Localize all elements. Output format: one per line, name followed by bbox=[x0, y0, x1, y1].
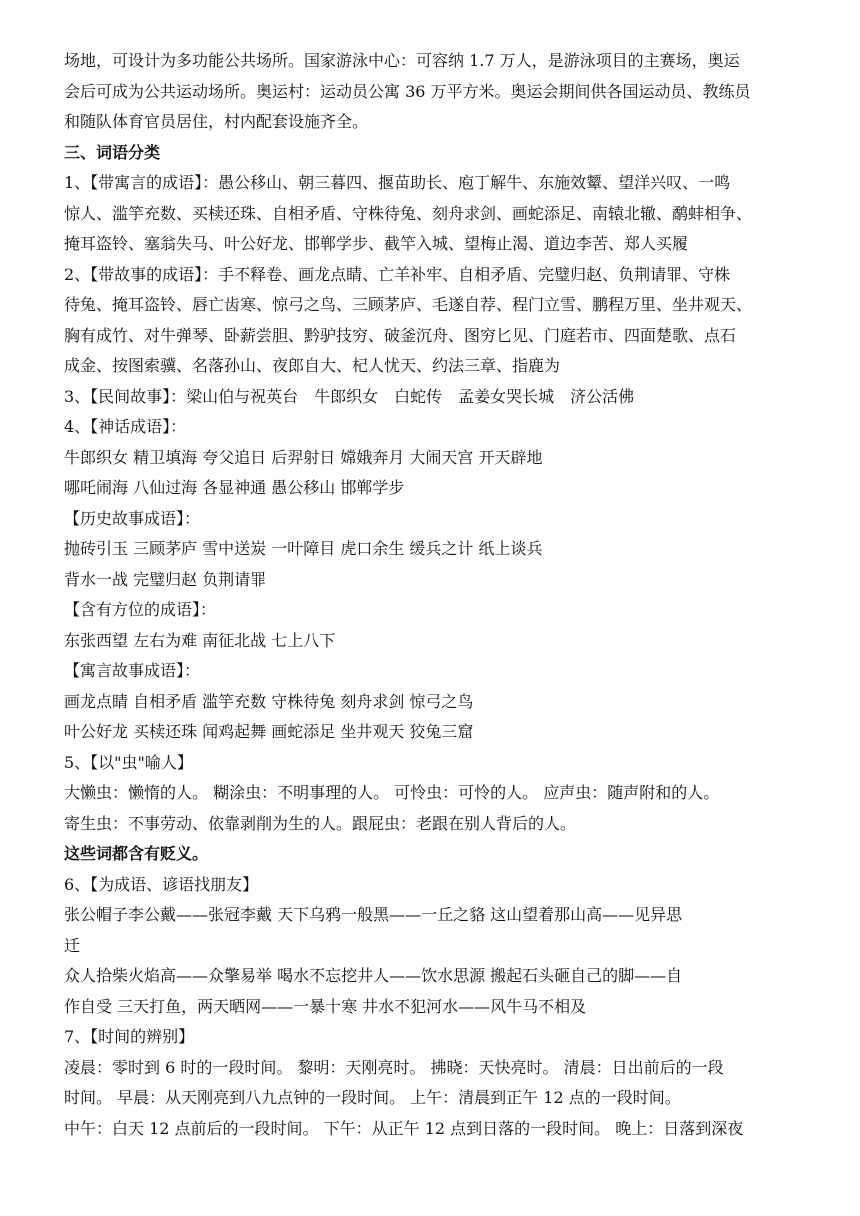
text-line: 会后可成为公共运动场所。奥运村：运动员公寓 36 万平方米。奥运会期间供各国运动员、教练员 bbox=[64, 81, 751, 101]
text-line: 惊人、滥竽充数、买椟还珠、自相矛盾、守株待兔、刻舟求剑、画蛇添足、南辕北辙、鹬蚌相争、 bbox=[64, 203, 753, 223]
text-line: 2、【带故事的成语】：手不释卷、画龙点睛、亡羊补牢、自相矛盾、完璧归赵、负荆请罪、守株 bbox=[64, 264, 731, 284]
text-line: 6、【为成语、谚语找朋友】 bbox=[64, 874, 259, 894]
text-line: 场地，可设计为多功能公共场所。国家游泳中心：可容纳 1.7 万人，是游泳项目的主赛场，奥运 bbox=[64, 51, 740, 70]
text-line: 凌晨：零时到 6 时的一段时间。 黎明：天刚亮时。 拂晓：天快亮时。 清晨：日出前后的一段 bbox=[64, 1057, 724, 1077]
text-line: 胸有成竹、对牛弹琴、卧薪尝胆、黔驴技穷、破釜沉舟、图穷匕见、门庭若市、四面楚歌、点石 bbox=[64, 325, 737, 345]
text-line: 作自受 三天打鱼，两天晒网——一暴十寒 井水不犯河水——风牛马不相及 bbox=[64, 996, 587, 1016]
text-line: 掩耳盗铃、塞翁失马、叶公好龙、邯郸学步、截竿入城、望梅止渴、道边李苦、郑人买履 bbox=[64, 234, 689, 253]
text-line: 背水一战 完璧归赵 负荆请罪 bbox=[64, 569, 267, 589]
text-line: 【寓言故事成语】： bbox=[64, 661, 201, 680]
text-line: 待兔、掩耳盗铃、唇亡齿寒、惊弓之鸟、三顾茅庐、毛遂自荐、程门立雪、鹏程万里、坐井观天、 bbox=[64, 295, 753, 314]
text-line: 抛砖引玉 三顾茅庐 雪中送炭 一叶障目 虎口余生 缓兵之计 纸上谈兵 bbox=[64, 539, 543, 558]
text-line: 4、【神话成语】： bbox=[64, 417, 187, 436]
text-line: 众人拾柴火焰高——众擎易举 喝水不忘挖井人——饮水思源 搬起石头砸自己的脚——自 bbox=[64, 966, 683, 985]
text-line: 【历史故事成语】： bbox=[64, 508, 201, 528]
text-line: 张公帽子李公戴——张冠李戴 天下乌鸦一般黑——一丘之貉 这山望着那山高——见异思 bbox=[64, 905, 683, 924]
text-line: 迁 bbox=[64, 935, 81, 955]
text-line: 1、【带寓言的成语】：愚公移山、朝三暮四、揠苗助长、庖丁解牛、东施效颦、望洋兴叹、一鸣 bbox=[64, 173, 731, 192]
section-heading: 三、词语分类 bbox=[64, 142, 161, 162]
text-line: 东张西望 左右为难 南征北战 七上八下 bbox=[64, 630, 336, 650]
text-line: 中午：白天 12 点前后的一段时间。 下午：从正午 12 点到日落的一段时间。 晚上：日落到深夜 bbox=[64, 1118, 744, 1138]
text-line: 和随队体育官员居住，村内配套设施齐全。 bbox=[64, 112, 369, 131]
text-line: 成金、按图索骥、名落孙山、夜郎自大、杞人忧天、约法三章、指鹿为 bbox=[64, 356, 561, 375]
text-line: 叶公好龙 买椟还珠 闻鸡起舞 画蛇添足 坐井观天 狡兔三窟 bbox=[64, 722, 474, 741]
text-line: 大懒虫：懒惰的人。 糊涂虫：不明事理的人。 可怜虫：可怜的人。 应声虫：随声附和的人。 bbox=[64, 783, 720, 802]
section-heading: 这些词都含有贬义。 bbox=[64, 844, 209, 863]
text-line: 5、【以"虫"喻人】 bbox=[64, 752, 193, 772]
text-line: 时间。 早晨：从天刚亮到八九点钟的一段时间。 上午：清晨到正午 12 点的一段时间。 bbox=[64, 1088, 681, 1107]
text-line: 7、【时间的辨别】 bbox=[64, 1027, 195, 1046]
text-line: 牛郎织女 精卫填海 夸父追日 后羿射日 嫦娥奔月 大闹天宫 开天辟地 bbox=[64, 447, 543, 467]
text-line: 画龙点睛 自相矛盾 滥竽充数 守株待兔 刻舟求剑 惊弓之鸟 bbox=[64, 691, 474, 711]
text-line: 寄生虫：不事劳动、依靠剥削为生的人。跟屁虫：老跟在别人背后的人。 bbox=[64, 813, 577, 833]
document-body bbox=[64, 46, 800, 1144]
text-line: 【含有方位的成语】： bbox=[64, 600, 217, 619]
text-line: 3、【民间故事】：梁山伯与祝英台 牛郎织女 白蛇传 孟姜女哭长城 济公活佛 bbox=[64, 386, 635, 406]
text-line: 哪吒闹海 八仙过海 各显神通 愚公移山 邯郸学步 bbox=[64, 478, 405, 497]
